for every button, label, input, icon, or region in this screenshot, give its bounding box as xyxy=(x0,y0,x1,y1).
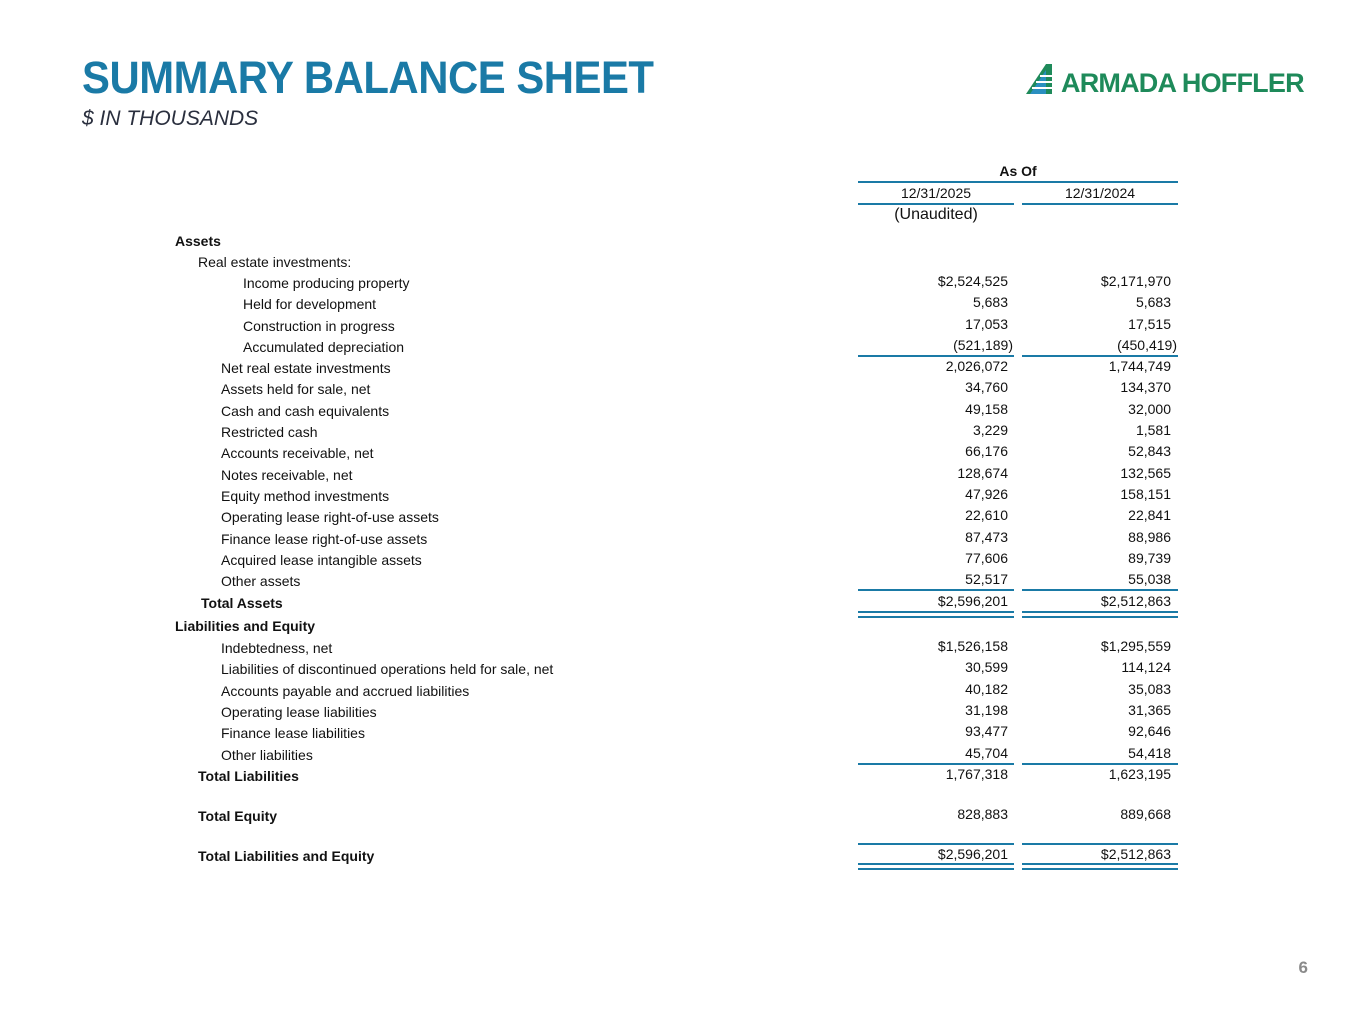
table-row xyxy=(0,378,1365,399)
logo-wordmark: ARMADA HOFFLER xyxy=(1061,68,1304,98)
table-row xyxy=(0,680,1365,701)
table-row xyxy=(0,421,1365,442)
value-2024: 889,668 xyxy=(1120,806,1171,822)
value-2024: (450,419) xyxy=(1117,337,1177,353)
value-2025: 5,683 xyxy=(972,294,1008,310)
value-2024: 35,083 xyxy=(1128,681,1171,697)
value-2025: 52,517 xyxy=(965,571,1008,587)
row-label: Accounts receivable, net xyxy=(221,445,374,461)
value-2025: 77,606 xyxy=(965,550,1008,566)
row-label: Real estate investments: xyxy=(198,254,352,270)
row-label: Equity method investments xyxy=(221,488,390,504)
column-underline-2024 xyxy=(1022,203,1178,205)
value-2024: 114,124 xyxy=(1121,659,1171,675)
row-label: Operating lease liabilities xyxy=(221,704,377,720)
row-label: Liabilities and Equity xyxy=(175,618,316,634)
row-label: Operating lease right-of-use assets xyxy=(221,509,439,525)
table-row xyxy=(0,400,1365,421)
column-underline-2025 xyxy=(858,203,1014,205)
row-label: Acquired lease intangible assets xyxy=(221,552,422,568)
value-2024: 1,744,749 xyxy=(1108,358,1171,374)
unaudited-note: (Unaudited) xyxy=(894,206,978,223)
value-2024: 31,365 xyxy=(1128,702,1171,718)
row-label: Accounts payable and accrued liabilities xyxy=(221,683,470,699)
value-2025: $2,596,201 xyxy=(937,846,1008,862)
table-row xyxy=(0,336,1365,357)
value-2025: 128,674 xyxy=(957,465,1008,481)
row-label: Total Liabilities xyxy=(198,768,299,784)
row-label: Assets xyxy=(175,233,221,249)
logo-mark-icon xyxy=(1024,62,1060,98)
table-row xyxy=(0,722,1365,743)
table-row xyxy=(0,701,1365,722)
row-label: Other assets xyxy=(221,573,301,589)
value-2024: 55,038 xyxy=(1128,571,1171,587)
table-row xyxy=(0,549,1365,570)
value-2025: 34,760 xyxy=(965,379,1008,395)
column-header-2025: 12/31/2025 xyxy=(900,185,972,201)
table-row xyxy=(0,442,1365,463)
value-2025: 66,176 xyxy=(965,443,1008,459)
row-label: Indebtedness, net xyxy=(221,640,333,656)
value-2025: 93,477 xyxy=(965,723,1008,739)
value-2024: $2,512,863 xyxy=(1100,593,1171,609)
value-2025: 1,767,318 xyxy=(945,766,1008,782)
column-header-2024: 12/31/2024 xyxy=(1064,185,1136,201)
row-label: Total Liabilities and Equity xyxy=(198,848,375,864)
table-row xyxy=(0,357,1365,378)
table-row xyxy=(0,637,1365,658)
row-label: Construction in progress xyxy=(243,318,395,334)
value-2024: 1,581 xyxy=(1135,422,1171,438)
row-label: Other liabilities xyxy=(221,747,313,763)
double-total-line xyxy=(1022,863,1178,870)
total-equity-row xyxy=(0,805,1365,826)
value-2025: 22,610 xyxy=(965,507,1008,523)
company-logo xyxy=(1024,62,1304,102)
row-label: Income producing property xyxy=(243,275,410,291)
value-2024: 5,683 xyxy=(1135,294,1171,310)
table-row xyxy=(0,272,1365,293)
value-2025: $1,526,158 xyxy=(937,638,1008,654)
value-2025: $2,596,201 xyxy=(937,593,1008,609)
value-2024: 92,646 xyxy=(1128,723,1171,739)
value-2024: 158,151 xyxy=(1120,486,1171,502)
subtotal-line xyxy=(858,589,1014,591)
section-header-assets xyxy=(0,230,1365,251)
as-of-header: As Of xyxy=(999,163,1037,179)
value-2024: $2,512,863 xyxy=(1100,846,1171,862)
value-2024: 52,843 xyxy=(1128,443,1171,459)
value-2024: 32,000 xyxy=(1128,401,1171,417)
total-liabilities-row xyxy=(0,765,1365,786)
value-2025: 45,704 xyxy=(965,745,1008,761)
row-label: Cash and cash equivalents xyxy=(221,403,390,419)
value-2024: 17,515 xyxy=(1128,316,1171,332)
table-row xyxy=(0,528,1365,549)
value-2025: 3,229 xyxy=(972,422,1008,438)
value-2025: 30,599 xyxy=(965,659,1008,675)
page-subtitle: $ IN THOUSANDS xyxy=(82,107,259,130)
row-label: Net real estate investments xyxy=(221,360,391,376)
row-label: Finance lease right-of-use assets xyxy=(221,531,428,547)
value-2024: $2,171,970 xyxy=(1100,273,1171,289)
value-2025: 31,198 xyxy=(965,702,1008,718)
row-label: Assets held for sale, net xyxy=(221,381,371,397)
value-2024: 134,370 xyxy=(1120,379,1171,395)
table-row xyxy=(0,464,1365,485)
value-2025: 49,158 xyxy=(965,401,1008,417)
value-2024: $1,295,559 xyxy=(1100,638,1171,654)
value-2025: 828,883 xyxy=(957,806,1008,822)
table-row xyxy=(0,485,1365,506)
value-2025: 40,182 xyxy=(965,681,1008,697)
row-label: Total Assets xyxy=(201,595,283,611)
total-assets-row xyxy=(0,592,1365,613)
table-row xyxy=(0,744,1365,765)
page-number: 6 xyxy=(1298,958,1308,977)
value-2024: 89,739 xyxy=(1128,550,1171,566)
value-2024: 54,418 xyxy=(1128,745,1171,761)
table-row xyxy=(0,570,1365,591)
table-row xyxy=(0,506,1365,527)
row-label: Notes receivable, net xyxy=(221,467,353,483)
row-label: Finance lease liabilities xyxy=(221,725,365,741)
value-2025: 47,926 xyxy=(965,486,1008,502)
value-2025: $2,524,525 xyxy=(937,273,1008,289)
value-2024: 22,841 xyxy=(1128,507,1171,523)
row-label: Total Equity xyxy=(198,808,278,824)
table-row xyxy=(0,251,1365,272)
table-row xyxy=(0,315,1365,336)
section-header-liabilities-equity xyxy=(0,615,1365,636)
as-of-underline xyxy=(858,181,1178,183)
row-label: Liabilities of discontinued operations held for sale, net xyxy=(221,661,554,677)
row-label: Held for development xyxy=(243,296,377,312)
table-row xyxy=(0,293,1365,314)
value-2024: 88,986 xyxy=(1128,529,1171,545)
value-2025: 2,026,072 xyxy=(945,358,1008,374)
double-total-line xyxy=(858,863,1014,870)
value-2024: 132,565 xyxy=(1120,465,1171,481)
row-label: Restricted cash xyxy=(221,424,318,440)
subtotal-line xyxy=(1022,589,1178,591)
value-2025: 17,053 xyxy=(965,316,1008,332)
value-2025: 87,473 xyxy=(965,529,1008,545)
row-label: Accumulated depreciation xyxy=(243,339,405,355)
page-title: SUMMARY BALANCE SHEET xyxy=(82,52,654,103)
value-2024: 1,623,195 xyxy=(1108,766,1171,782)
value-2025: (521,189) xyxy=(953,337,1013,353)
table-row xyxy=(0,658,1365,679)
